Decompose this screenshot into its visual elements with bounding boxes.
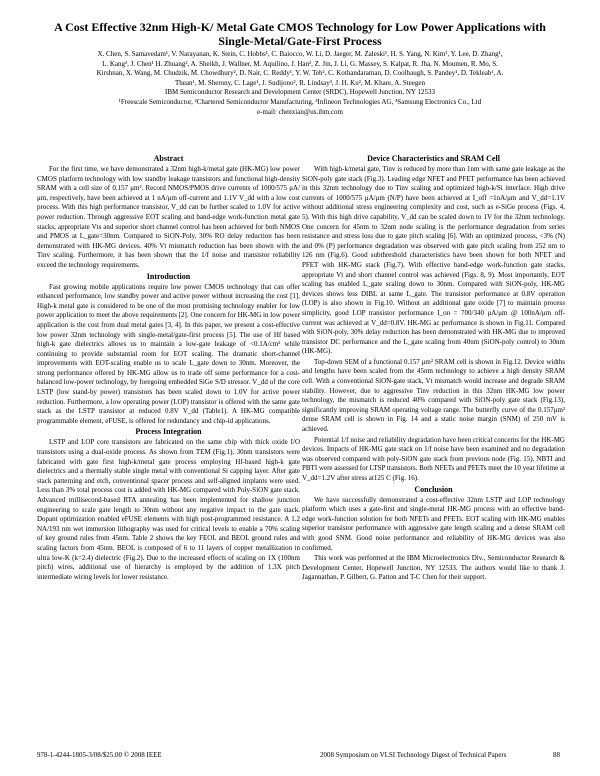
abstract-heading: Abstract <box>153 154 184 163</box>
device-heading: Device Characteristics and SRAM Cell <box>367 154 500 163</box>
email-line: e-mail: chenxian@us.ibm.com <box>257 107 343 116</box>
right-column <box>302 154 565 584</box>
conclusion-heading: Conclusion <box>414 484 453 494</box>
footer-copyright: 978-1-4244-1805-3/08/$25.00 © 2008 IEEE <box>37 751 162 759</box>
device-paragraph: Top-down SEM of a functional 0.157 μm² SRAM cell is shown in Fig.12. Device widths and lengths have been scaled from the 45nm technology to achieve a high density SRAM cell. With a conventional SiON-gate stack, Vt mismatch would increase and degrade SRAM stability. However, due to aggressive Tinv reduction in this 32nm HK-MG low power technology, the mismatch is reduced 40% compared with SiON-poly gate stack (Fig.13), significantly improving SRAM operating voltage range. The butterfly curve of the 0.157μm² dense SRAM cell is shown in Fig. 14 and a static noise margin (SNM) of 250 mV is achieved. <box>302 357 565 434</box>
left-column <box>37 154 300 583</box>
author-line: L. Kang², J. Chen¹ H. Zhuang², A. Sheikh, J. Wallner, M. Aquilino, J. Han², Z. Jin, J. Li, G. Massey, S. Kalpat, R. Jha, N. Moumen, R. Mo, S. <box>102 59 498 68</box>
abstract-paragraph: For the first time, we have demonstrated a 32nm high-k/metal gate (HK-MG) low power CMOS platform technology with low standby leakage transistors and functional high-density SRAM with a cell size of 0.157 μm². Record NMOS/PMOS drive currents of 1000/575 μA/μm, respectively, have been achieved at 1 nA/μm off-current and 1.1V V_dd with a low cost process. With this high performance transistor, V_dd can be further scaled to 1.0V for active power reduction. Through aggressive EOT scaling and band-edge work-function metal gate stacks, appropriate Vts and superior short channel control has been achieved for both NMOS and PMOS at L_gate=30nm. Compared to SiON-Poly, 30% RO delay reduction has been demonstrated with HK-MG devices. 40% Vt mismatch reduction has been shown with the Tinv scaling. Furthermore, it has been shown that the 1/f noise and transistor reliability exceed the technology requirements. <box>37 165 300 269</box>
author-line: Thean¹, M. Sherony, C. Lage¹, J. Sudijono², R. Lindsay³, J. H. Ku², M. Khare, A. Steegen <box>175 78 425 87</box>
author-block <box>40 50 560 117</box>
author-line: Kirshnan, X. Wang, M. Chudzik, M. Chowdhury², D. Nair, C. Reddy¹, Y. W. Teh², C. Kothandaraman, D. Coolbaugh, S. Pandey¹, D. Tekleab¹, A. <box>96 69 504 78</box>
acknowledgement-paragraph: This work was performed at the IBM Microelectronics Div., Semiconductor Research & Development Center, Hopewell Junction, NY 12533. The authors would like to thank J. Jagannathan, P. Gilbert, G. Patton and T-C Chen for their support. <box>302 554 565 582</box>
footer-page-number: 88 <box>553 751 560 759</box>
paper-title: A Cost Effective 32nm High-K/ Metal Gate CMOS Technology for Low Power Applications with Single-Metal/Gate-First Process <box>54 20 546 48</box>
device-paragraph: With high-k/metal gate, Tinv is reduced by more than 1nm with same gate leakage as the SiON-poly gate stack (Fig.3). Leading edge NFET and PFET performance has been achieved in this 32nm technology due to Tinv scaling and optimized high-k/Si interface. High drive currents of 1000/575 μA/μm (N/P) have been achieved at I_off =1nA/μm and V_dd=1.1V without additional stress engineering complexity and cost, such as e-SiGe process (Figs. 4, 5). With this high drive capability, V_dd can be scaled down to 1V for the 32nm technology. One concern for 45nm to 32nm node scaling is the performance degradation from series resistance and stress loss due to gate pitch scaling [6]. With an optimized process, <3% (N) and 0% (P) performance degradation was observed with gate pitch scaling from 252 nm to 126 nm (Fig.6). Good subthreshold characteristics have been shown for both NFET and PFET with HK-MG stack (Fig.7). With effective band-edge work-function gate stacks, appropriate Vt and short channel control was achieved (Figs. 8, 9). Most importantly, EOT scaling has enabled L_gate scaling down to 30nm. Compared with SiON-poly, HK-MG devices shows less DIBL at same L_gate. The transistor performance at 0.8V operation (LOP) is also shown in Fig.10. Without an additional gate oxide [7] to maintain process simplicity, good LOP transistor performance I_on = 700/340 μA/μm @ 100nA/μm off-current was achieved at V_dd=0.8V. HK-MG ac performance is shown in Fig.11. Compared with SiON-poly, 30% delay reduction has been demonstrated with HK-MG due to improved transistor DC performance and the L_gate scaling from 40nm (SiON-poly control) to 30nm (HK-MG). <box>302 165 565 356</box>
process-heading: Process Integration <box>135 427 202 437</box>
introduction-heading: Introduction <box>146 271 191 281</box>
process-paragraph: LSTP and LOP core transistors are fabricated on the same chip with thick oxide I/O transistors using a dual-oxide process. As shown from TEM (Fig.1), 30nm transistors were fabricated with gate first high-k/metal gate process employing Hf-based high-k gate dielectrics and a thermally stable single metal with conventional Si capping layer. After gate stack patterning and etch, conventional spacer process and self-aligned implants were used. Less than 3% total process cost is added with HK-MG compared with Poly-SiON gate stack. Advanced millisecond-based RTA annealing has been implemented for shallow junction engineering to scale gate length to 30nm without any negative impact to the gate stack. Dopant optimization enabled eFUSE elements with high post-programmed resistance. A 1.2 NA/193 nm wet immersion lithography was used for critical levels to enable a 70% scaling of key ground rules from 45nm. Table 2 shows the key FEOL and BEOL ground rules and scaling factors from 45nm. BEOL is composed of 6 to 11 layers of copper metallization in ultra low-K (k=2.4) dielectric (Fig.2). Due to the increased effects of scaling on 1X (100nm pitch) wires, additional use of hierarchy is employed by the addition of 1.3X pitch intermediate wiring levels for lower resistance. <box>37 438 300 581</box>
footer-venue: 2008 Symposium on VLSI Technology Digest of Technical Papers <box>320 751 507 759</box>
affiliation-line: ¹Freescale Semiconductor, ²Chartered Semiconductor Manufacturing, ³Infineon Technologies AG, ⁴Samsung Electronics Co., Ltd <box>118 97 482 106</box>
conclusion-paragraph: We have successfully demonstrated a cost-effective 32nm LSTP and LOP technology platform which uses a gate-first and single-metal HK-MG process with an effective band-edge work-function solution for both NFETs and PFETs. EOT scaling with HK-MG enables superior transistor performance with aggressive gate length scaling and a dense SRAM cell with good SNM. Good noise performance and reliability of HK-MG devices was also confirmed. <box>302 495 565 552</box>
author-line: X. Chen, S. Samavedam¹, V. Narayanan, K. Stein, C. Hobbs¹, C. Baiocco, W. Li, D. Jaeger, M. Zaleski¹, H. S. Yang, N. Kim¹, Y. Lee, D. Zhang¹, <box>97 50 503 58</box>
device-paragraph: Potential 1/f noise and reliability degradation have been critical concerns for the HK-MG devices. Impacts of HK-MG gate stack on 1/f noise have been examined and no degradation was observed compared with poly-SiON gate stack from previous node (Fig. 15). NBTI and PBTI were assessed for LTSP transistors. Both NFETs and PFETs meet the 10 year lifetime at V_dd=1.2V after stress at125 C (Fig. 16). <box>302 435 565 482</box>
affiliation-line: IBM Semiconductor Research and Development Center (SRDC), Hopewell Junction, NY 12533 <box>165 88 435 97</box>
introduction-paragraph: Fast growing mobile applications require low power CMOS technology that can offer enhanced performance, low standby power and active power without increasing the cost [1]. High-k metal gate is considered to be one of the most promising technology enabler for low power application to meet the above requirements [2]. One concern for HK-MG in low power application is the cost from dual metal gates [3, 4]. In this paper, we present a cost-effective low power 32nm technology with single-metal/gate-first process [5]. The use of Hf based high-k gate dielectrics allows us to maintain a low-gate leakage of <0.1A/cm² while continuing to provide substantial room for EOT scaling. The dramatic short-channel improvements with EOT-scaling enable us to scale L_gate down to 30nm. Moreover, the strong performance offered by HK-MG allow us to trade off some performance for a cost-balanced low-power technology, by foregoing embedded SiGe S/D stressor. V_dd of the core LSTP (low stand-by power) transistors has been scaled down to 1.0V for active power reduction. Furthermore, a low operating power (LOP) transistor is offered with the same gate stack as the LSTP transistor at reduced 0.8V V_dd (Table1). A HK-MG compatible programmable element, eFUSE, is offered for redundancy and chip-id applications. <box>37 282 300 425</box>
